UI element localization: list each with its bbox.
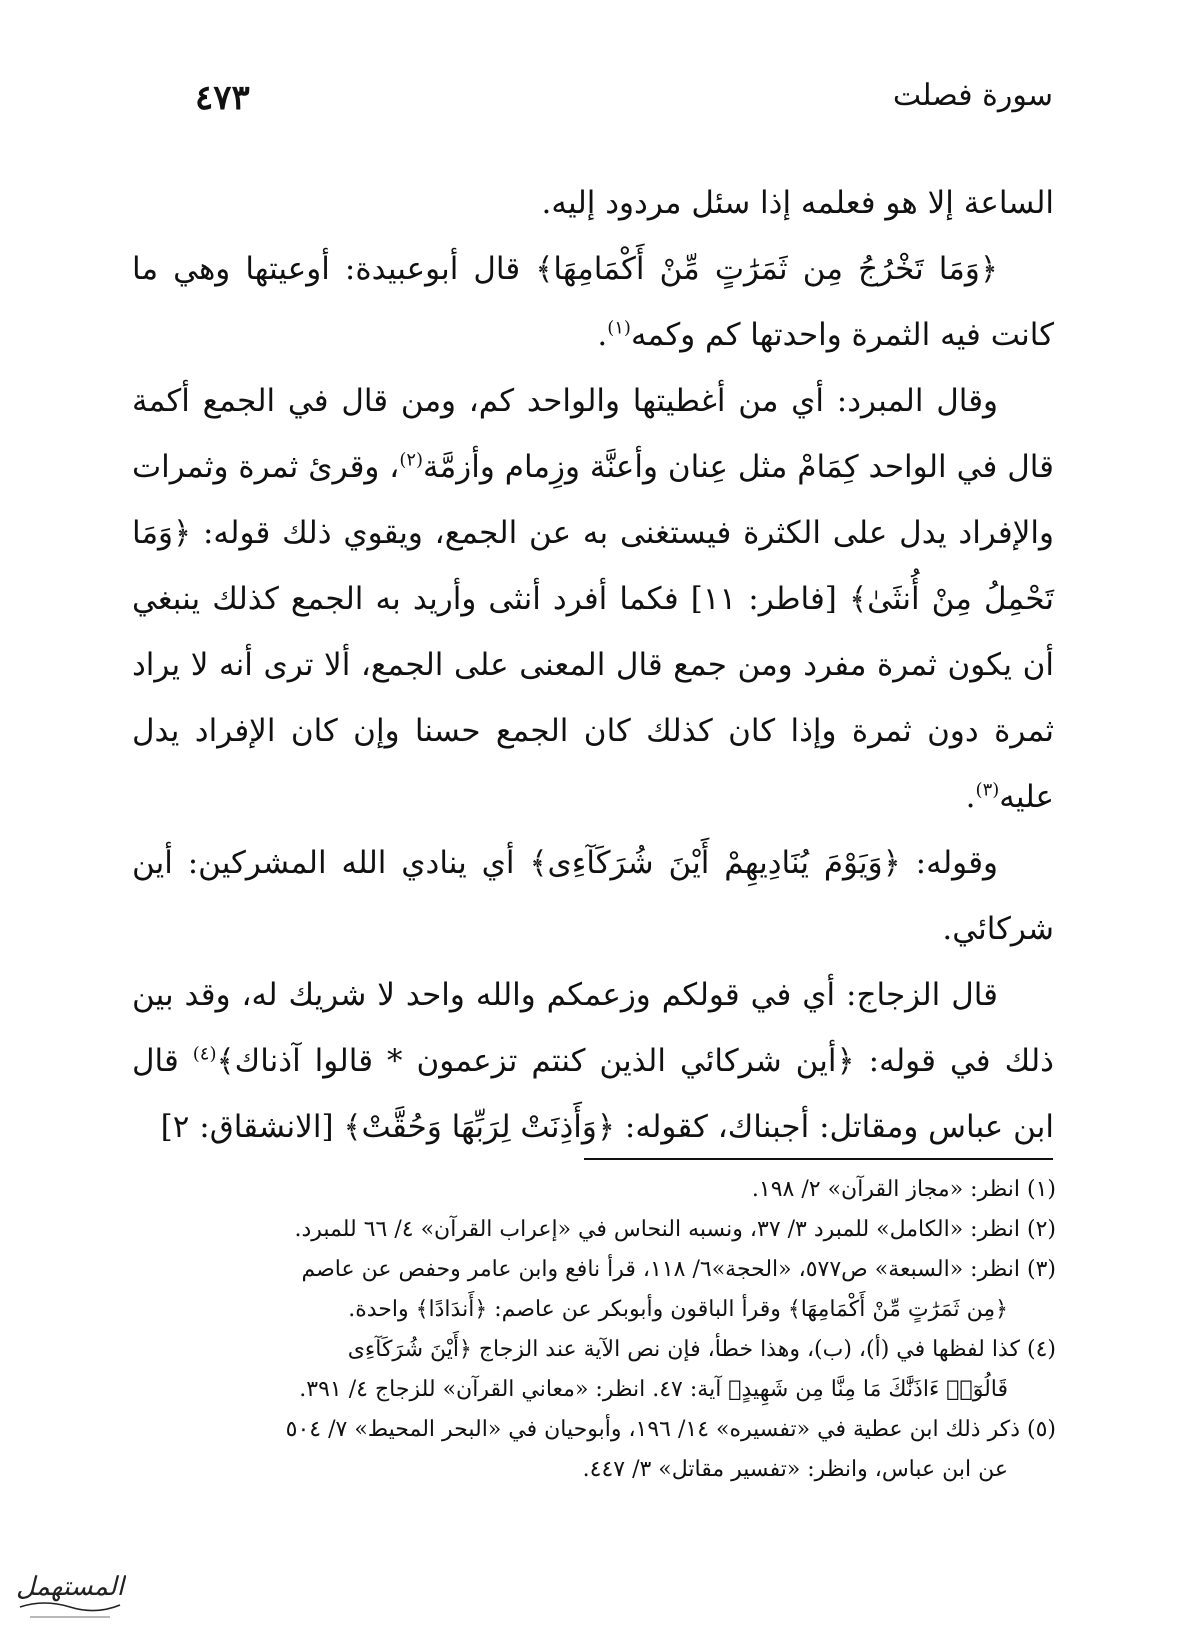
footnote-1: (١) انظر: «مجاز القرآن» ٢/ ١٩٨. <box>751 1177 1056 1202</box>
paragraph-3-tail: . <box>965 779 976 815</box>
main-text <box>132 170 1054 1160</box>
footnote-5-continued: عن ابن عباس، وانظر: «تفسير مقاتل» ٣/ ٤٤٧. <box>582 1457 1008 1482</box>
logo-text: المستهمل <box>16 1572 124 1602</box>
footnote-divider <box>584 1158 1053 1160</box>
library-logo <box>14 1555 126 1635</box>
surah-name: سورة فصلت <box>892 78 1053 113</box>
paragraph-3: وقال المبرد: أي من أغطيتها والواحد كم، ومن قال في الجمع أكمة قال في الواحد كِمَامْ مثل عِنان وأعنَّة وزِمام وأزمَّة$^{(٢)}$، وقرئ ثمرة وثمرات والإفراد يدل على الكثرة فيستغنى به عن الجمع، ويقوي ذلك قوله: ﴿وَمَا تَحْمِلُ مِنْ أُنثَىٰ﴾ [فاطر: ١١] فكما أفرد أنثى وأريد به الجمع كذلك ينبغي أن يكون ثمرة مفرد ومن جمع قال المعنى على الجمع، ألا ترى أنه لا يراد ثمرة دون ثمرة وإذا كان كذلك كان الجمع حسنا وإن كان الإفراد يدل عليه$^{(٣)}$. <box>132 383 1054 815</box>
page-number: ٤٧٣ <box>195 78 250 118</box>
footnote-marker-3[interactable]: (٣) <box>975 779 1000 801</box>
paragraph-2: ﴿وَمَا تَخْرُجُ مِن ثَمَرَٰتٍ مِّنْ أَكْمَامِهَا﴾ قال أبوعبيدة: أوعيتها وهي ما كانت فيه الثمرة واحدتها كم وكمه$^{(١)}$. <box>132 251 1054 353</box>
paragraph-4: وقوله: ﴿وَيَوْمَ يُنَادِيهِمْ أَيْنَ شُرَكَآءِى﴾ أي ينادي الله المشركين: أين شركائي. <box>132 845 1054 947</box>
footnote-4: (٤) كذا لفظها في (أ)، (ب)، وهذا خطأ، فإن نص الآية عند الزجاج ﴿أَيْنَ شُرَكَآءِى <box>347 1337 1056 1362</box>
footnote-5: (٥) ذكر ذلك ابن عطية في «تفسيره» ١٤/ ١٩٦، وأبوحيان في «البحر المحيط» ٧/ ٥٠٤ <box>285 1417 1056 1442</box>
footnote-3-continued: ﴿مِن ثَمَرَٰتٍ مِّنْ أَكْمَامِهَا﴾ وقرأ الباقون وأبوبكر عن عاصم: ﴿أَندَادًا﴾ واحدة. <box>348 1297 1008 1322</box>
footnote-4-continued: قَالُوٓا۟ ءَاذَنَّٰكَ مَا مِنَّا مِن شَهِيدٍ﴾ آية: ٤٧. انظر: «معاني القرآن» للزجاج ٤/ ٣٩١. <box>299 1377 1008 1402</box>
paragraph-1: الساعة إلا هو فعلمه إذا سئل مردود إليه. <box>541 185 1054 221</box>
footnote-2: (٢) انظر: «الكامل» للمبرد ٣/ ٣٧، ونسبه النحاس في «إعراب القرآن» ٤/ ٦٦ للمبرد. <box>294 1217 1056 1242</box>
logo-flourish <box>20 1603 120 1611</box>
footnote-marker-1[interactable]: (١) <box>607 317 631 339</box>
footnotes <box>128 1170 1056 1490</box>
footnote-marker-4[interactable]: (٤) <box>192 1043 217 1065</box>
paragraph-5: قال الزجاج: أي في قولكم وزعمكم والله واحد لا شريك له، وقد بين ذلك في قوله: ﴿أين شركائي الذين كنتم تزعمون * قالوا آذناك﴾$^{(٤)}$ قال ابن عباس ومقاتل: أجبناك، كقوله: ﴿وَأَذِنَتْ لِرَبِّهَا وَحُقَّتْ﴾ [الانشقاق: ٢] <box>132 977 1054 1145</box>
running-head <box>195 78 1053 130</box>
footnote-3: (٣) انظر: «السبعة» ص٥٧٧، «الحجة»٦/ ١١٨، قرأ نافع وابن عامر وحفص عن عاصم <box>301 1257 1056 1282</box>
footnote-marker-2[interactable]: (٢) <box>399 449 424 471</box>
